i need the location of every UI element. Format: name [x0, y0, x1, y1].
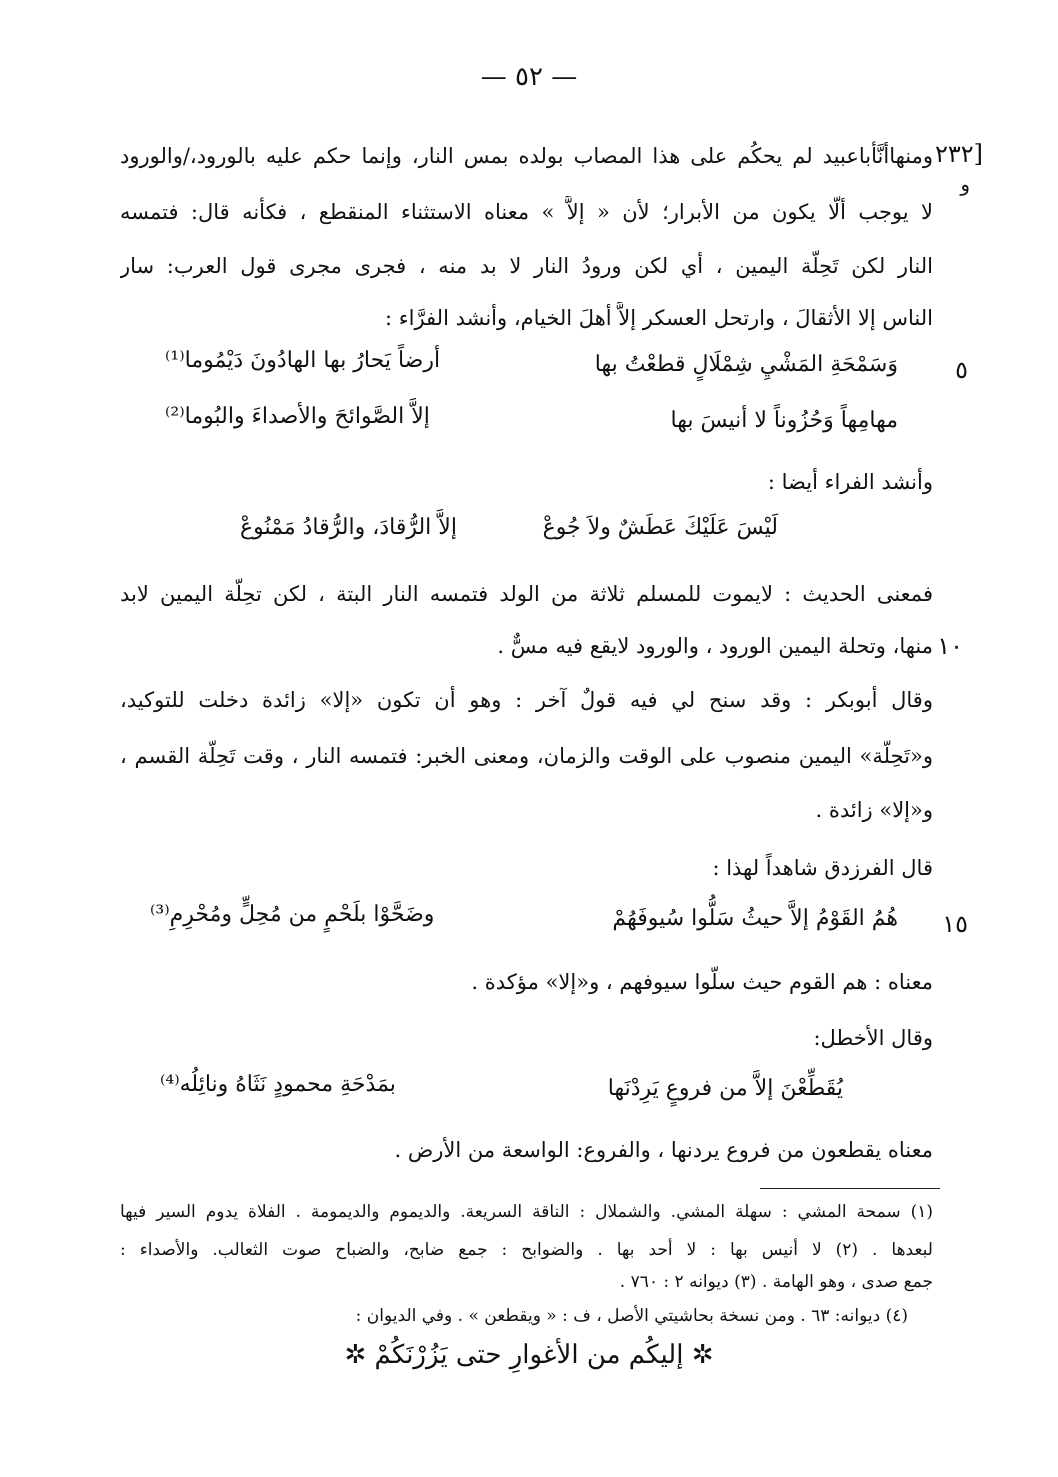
- verse-hemistich: إلاَّ الرُّقادَ، والرُّقادُ مَمْنُوعْ: [240, 515, 457, 540]
- text-line: و«إلا» زائدة .: [815, 798, 933, 822]
- text-line: منها، وتحلة اليمين الورود ، والورود لايقع فيه مسٌّ .: [497, 634, 933, 658]
- text-line: معناه : هم القوم حيث سلُّوا سيوفهم ، و«إلا» مؤكدة .: [471, 970, 933, 994]
- footnote-verse: ✲ إليكُم من الأغوارِ حتى يَزُرْنَكُمْ ✲: [344, 1340, 714, 1370]
- page-number: — ٥٢ —: [480, 62, 578, 92]
- verse-hemistich: إلاَّ الصَّوائحَ والأصداءَ والبُوما⁽²⁾: [165, 404, 430, 429]
- footnote-line: جمع صدى ، وهو الهامة . (٣) ديوانه ٢ : ٧٦٠ .: [619, 1272, 933, 1292]
- footnote-line: (١) سمحة المشي : سهلة المشي. والشملال : الناقة السريعة. والديموم والديمومة . الفلاة يدوم السير فيها: [120, 1202, 933, 1222]
- text-line: الناس إلا الأثقالَ ، وارتحل العسكر إلاَّ أهلَ الخيام، وأنشد الفرَّاء :: [385, 306, 933, 330]
- text-line: وأنشد الفراء أيضا :: [767, 470, 933, 494]
- folio-marker: [٢٣٢: [934, 140, 983, 168]
- verse-hemistich: لَيْسَ عَلَيْكَ عَطَشٌ ولاَ جُوعْ: [542, 515, 778, 540]
- text-line: فمعنى الحديث : لايموت للمسلم ثلاثة من الولد فتمسه النار البتة ، لكن تحِلَّة اليمين لابد: [120, 582, 933, 606]
- text-line: ومنهاأنَّأباعبيد لم يحكُم على هذا المصاب بولده بمس النار، وإنما حكم عليه بالورود،/والورود: [120, 144, 933, 168]
- line-number-15: ١٥: [942, 910, 968, 938]
- verse-hemistich: هُمُ القَوْمُ إلاَّ حيثُ سَلُّوا سُيوفَهُمْ: [612, 906, 898, 931]
- text-line: النار لكن تَحِلَّة اليمين ، أي لكن ورودُ النار لا بد منه ، فجرى مجرى قول العرب: سار: [120, 254, 933, 278]
- line-number-10: ١٠: [937, 632, 963, 660]
- verse-hemistich: مهامِهاً وَحُزُوناً لا أنيسَ بها: [670, 408, 898, 433]
- footnote-line: لبعدها . (٢) لا أنيس بها : لا أحد بها . والضوابح : جمع ضابح، والضباح صوت الثعالب. والأصداء :: [120, 1240, 933, 1260]
- verse-hemistich: وَسَمْحَةِ المَشْيِ شِمْلَالٍ قطعْتُ بها: [594, 352, 898, 377]
- folio-side: و: [960, 172, 970, 196]
- verse-hemistich: يُقَطِّعْنَ إلاَّ من فروعٍ يَرِدْنَها: [607, 1076, 843, 1101]
- footnote-divider: [760, 1188, 940, 1189]
- text-line: معناه يقطعون من فروع يردنها ، والفروع: الواسعة من الأرض .: [394, 1138, 933, 1162]
- text-line: و«تَحِلَّة» اليمين منصوب على الوقت والزمان، ومعنى الخبر: فتمسه النار ، وقت تَحِلَّة القسم ،: [120, 744, 933, 768]
- text-line: قال الفرزدق شاهداً لهذا :: [712, 856, 933, 880]
- text-line: وقال أبوبكر : وقد سنح لي فيه قولٌ آخر : وهو أن تكون «إلا» زائدة دخلت للتوكيد،: [120, 688, 933, 712]
- verse-hemistich: أرضاً يَحارُ بها الهادُونَ دَيْمُوما⁽¹⁾: [165, 348, 441, 373]
- line-number-5: ٥: [955, 356, 968, 384]
- text-line: وقال الأخطل:: [813, 1026, 933, 1050]
- verse-hemistich: بمَدْحَةِ محمودٍ نَثَاهُ ونائِلُه⁽⁴⁾: [160, 1072, 396, 1097]
- text-line: لا يوجب ألَّا يكون من الأبرار؛ لأن « إلاَّ » معناه الاستثناء المنقطع ، فكأنه قال: فتمسه: [120, 200, 933, 224]
- verse-hemistich: وضَحَّوْا بلَحْمٍ من مُحِلٍّ ومُحْرِمِ⁽³⁾: [150, 902, 435, 927]
- footnote-line: (٤) ديوانه: ٦٣ . ومن نسخة بحاشيتي الأصل ، ف : « ويقطعن » . وفي الديوان :: [355, 1306, 908, 1326]
